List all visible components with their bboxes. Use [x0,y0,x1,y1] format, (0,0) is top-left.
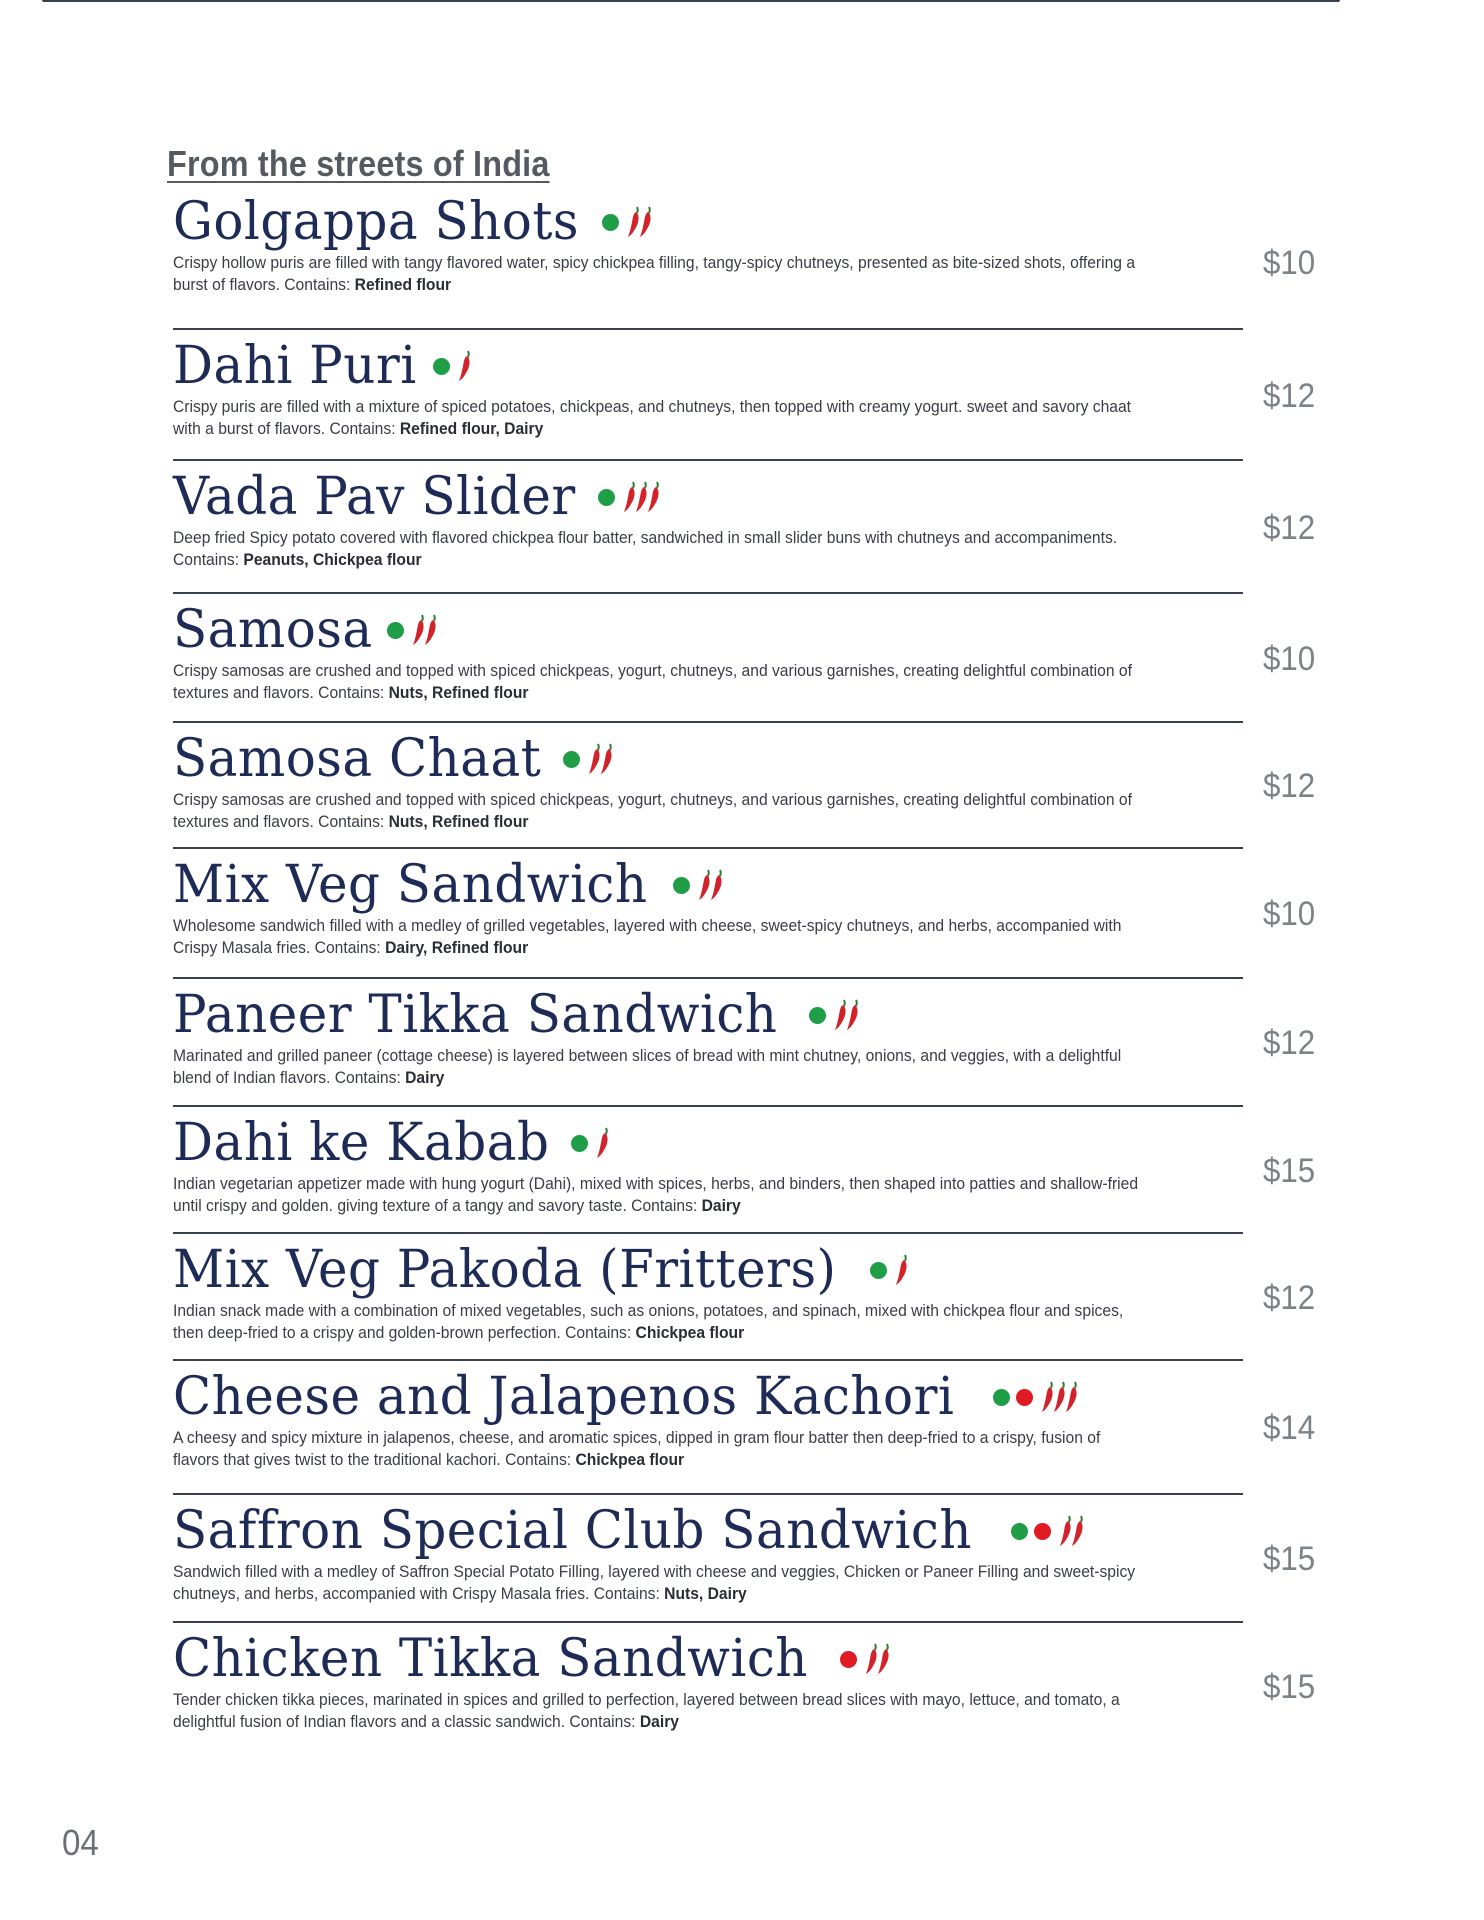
item-price: $12 [1263,1024,1316,1062]
chili-icon [647,480,661,514]
item-description [173,252,1148,296]
menu-item [173,979,1316,1107]
item-price: $15 [1263,1540,1316,1578]
chili-icon [639,205,653,239]
item-name-row [173,1367,1243,1427]
menu-item [173,461,1316,594]
item-name-row [173,729,1243,789]
item-allergens: Chickpea flour [575,1450,685,1469]
spice-level-chilies [588,742,612,776]
spice-level-chilies [596,1126,608,1160]
item-allergens: Dairy, Refined flour [385,938,529,957]
item-name: Vada Pav Slider [173,467,576,527]
dietary-markers [870,1253,907,1287]
item-description-text: Wholesome sandwich filled with a medley of grilled vegetables, layered with cheese, sweet-spicy chutneys, and herbs, accompanied with Crispy Masala fries. Contains: [173,916,1122,957]
veg-dot-icon [563,751,580,768]
item-allergens: Peanuts, Chickpea flour [243,550,422,569]
veg-dot-icon [1011,1523,1028,1540]
item-price: $12 [1263,1278,1316,1317]
item-name-row [173,1501,1243,1561]
menu-item [173,849,1316,979]
item-allergens: Nuts, Dairy [664,1584,747,1603]
chili-icon [895,1253,909,1287]
item-description [173,1689,1148,1733]
chili-icon [458,349,472,383]
menu-item [173,1234,1316,1361]
veg-dot-icon [673,877,690,894]
item-price: $10 [1263,244,1316,282]
item-description [173,915,1148,959]
spice-level-chilies [412,613,436,647]
item-description [173,1173,1148,1217]
item-description-text: Indian vegetarian appetizer made with hung yogurt (Dahi), mixed with spices, herbs, and binders, then shaped into patties and shallow-fried until crispy and golden. giving texture of a tangy and savory taste. Contains: [173,1174,1139,1215]
spice-level-chilies [895,1253,907,1287]
item-name: Samosa [173,600,373,660]
dietary-markers [993,1380,1077,1414]
item-name: Chicken Tikka Sandwich [173,1629,808,1689]
item-name: Dahi Puri [173,336,417,396]
chili-icon [600,742,614,776]
dietary-markers [673,868,722,902]
item-price: $15 [1263,1151,1316,1190]
spice-level-chilies [865,1642,889,1676]
dietary-markers [1011,1514,1083,1548]
chili-icon [846,998,860,1032]
item-allergens: Dairy [405,1068,445,1087]
item-description-text: Crispy hollow puris are filled with tangy flavored water, spicy chickpea filling, tangy-spicy chutneys, presented as bite-sized shots, offering a burst of flavors. Contains: [173,253,1136,294]
chili-icon [710,868,724,902]
item-description-text: Crispy samosas are crushed and topped with spiced chickpeas, yogurt, chutneys, and various garnishes, creating delightful combination of textures and flavors. Contains: [173,661,1132,702]
dietary-markers [563,742,612,776]
item-name: Saffron Special Club Sandwich [173,1501,972,1561]
item-allergens: Refined flour, Dairy [399,419,544,438]
spice-level-chilies [458,349,470,383]
item-description [173,660,1148,704]
menu-item [173,1107,1316,1234]
item-description [173,527,1148,571]
menu-item [173,594,1316,723]
item-name: Cheese and Jalapenos Kachori [173,1367,955,1427]
item-name-row [173,985,1243,1045]
item-name-row [173,600,1243,660]
item-description-text: Crispy samosas are crushed and topped with spiced chickpeas, yogurt, chutneys, and various garnishes, creating delightful combination of textures and flavors. Contains: [173,790,1132,831]
item-description-text: A cheesy and spicy mixture in jalapenos, cheese, and aromatic spices, dipped in gram flour batter then deep-fried to a crispy, fusion of flavors that gives twist to the traditional kachori. Contains: [173,1428,1101,1469]
veg-dot-icon [433,358,450,375]
item-name-row [173,467,1243,527]
item-description-text: Sandwich filled with a medley of Saffron Special Potato Filling, layered with cheese and veggies, Chicken or Paneer Filling and sweet-spicy chutneys, and herbs, accompanied with Crispy Masala fries. Contains: [173,1562,1136,1603]
item-name: Samosa Chaat [173,729,542,789]
non-veg-dot-icon [840,1651,857,1668]
page-number: 04 [62,1822,99,1863]
dietary-markers [840,1642,889,1676]
item-description [173,1045,1148,1089]
item-name: Dahi ke Kabab [173,1113,550,1173]
item-description-text: Tender chicken tikka pieces, marinated in spices and grilled to perfection, layered between bread slices with mayo, lettuce, and tomato, a delightful fusion of Indian flavors and a classic sandwich. Contains: [173,1690,1120,1731]
item-allergens: Refined flour [354,275,452,294]
dietary-markers [387,613,436,647]
item-allergens: Chickpea flour [635,1323,745,1342]
item-description-text: Marinated and grilled paneer (cottage cheese) is layered between slices of bread with mint chutney, onions, and veggies, with a delightful blend of Indian flavors. Contains: [173,1046,1122,1087]
item-name: Mix Veg Sandwich [173,855,648,915]
item-price: $12 [1263,767,1316,805]
item-name-row [173,1240,1243,1300]
item-name-row [173,192,1243,252]
item-name-row [173,1629,1243,1689]
menu-item [173,330,1316,461]
chili-icon [1065,1380,1079,1414]
item-allergens: Nuts, Refined flour [388,812,529,831]
item-price: $12 [1263,508,1316,547]
item-description [173,1300,1148,1344]
chili-icon [877,1642,891,1676]
veg-dot-icon [993,1389,1010,1406]
item-price: $15 [1263,1668,1316,1706]
item-price: $10 [1263,639,1316,678]
dietary-markers [602,205,651,239]
non-veg-dot-icon [1034,1523,1051,1540]
menu-item [173,1361,1316,1495]
item-price: $10 [1263,895,1316,933]
item-description [173,1561,1148,1605]
item-description [173,789,1148,833]
item-name: Paneer Tikka Sandwich [173,985,778,1045]
item-name: Golgappa Shots [173,192,579,252]
veg-dot-icon [598,489,615,506]
section-title: From the streets of India [167,143,550,184]
dietary-markers [433,349,470,383]
item-name-row [173,1113,1243,1173]
veg-dot-icon [571,1135,588,1152]
item-name: Mix Veg Pakoda (Fritters) [173,1240,837,1300]
spice-level-chilies [1041,1380,1077,1414]
spice-level-chilies [627,205,651,239]
menu-item [173,1495,1316,1623]
menu-list [173,192,1333,1749]
item-price: $14 [1263,1409,1316,1447]
item-description [173,396,1148,440]
veg-dot-icon [387,622,404,639]
item-description-text: Indian snack made with a combination of mixed vegetables, such as onions, potatoes, and spinach, mixed with chickpea flour and spices, then deep-fried to a crispy and golden-brown perfection. Contains: [173,1301,1124,1342]
menu-item [173,192,1316,330]
spice-level-chilies [834,998,858,1032]
menu-item [173,1623,1316,1749]
top-rule [42,0,1340,2]
spice-level-chilies [623,480,659,514]
chili-icon [1071,1514,1085,1548]
veg-dot-icon [870,1262,887,1279]
item-name-row [173,855,1243,915]
chili-icon [596,1126,610,1160]
item-price: $12 [1263,376,1316,415]
menu-item [173,723,1316,849]
dietary-markers [598,480,659,514]
veg-dot-icon [602,214,619,231]
item-allergens: Nuts, Refined flour [388,683,529,702]
chili-icon [424,613,438,647]
item-description-text: Crispy puris are filled with a mixture of spiced potatoes, chickpeas, and chutneys, then topped with creamy yogurt. sweet and savory chaat with a burst of flavors. Contains: [173,397,1132,438]
spice-level-chilies [698,868,722,902]
item-allergens: Dairy [639,1712,679,1731]
item-description-text: Deep fried Spicy potato covered with flavored chickpea flour batter, sandwiched in small slider buns with chutneys and accompaniments. Contains: [173,528,1118,569]
spice-level-chilies [1059,1514,1083,1548]
item-name-row [173,336,1243,396]
veg-dot-icon [809,1007,826,1024]
item-description [173,1427,1148,1471]
item-allergens: Dairy [701,1196,741,1215]
non-veg-dot-icon [1016,1389,1033,1406]
dietary-markers [809,998,858,1032]
dietary-markers [571,1126,608,1160]
